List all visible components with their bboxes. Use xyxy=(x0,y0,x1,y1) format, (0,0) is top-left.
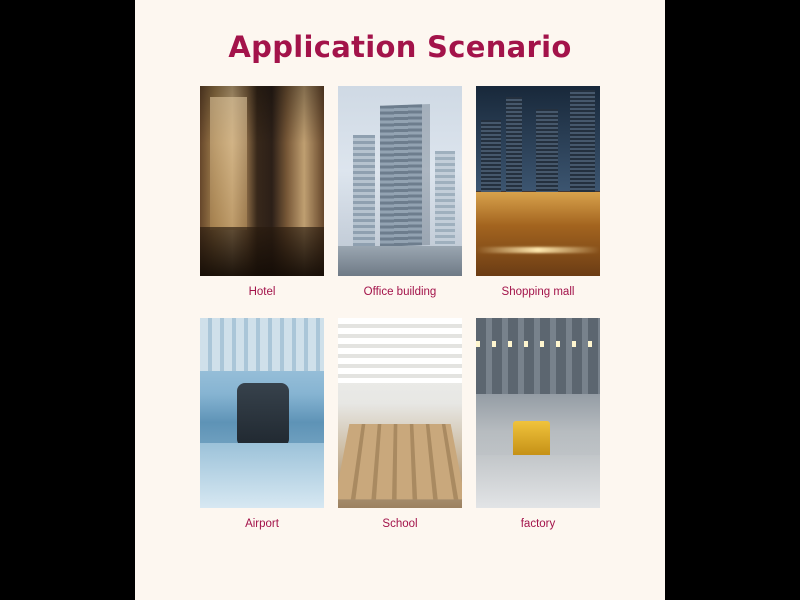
presentation-slide xyxy=(135,0,665,600)
factory-caption: factory xyxy=(520,518,556,530)
factory-image xyxy=(476,318,600,508)
page-title: Application Scenario xyxy=(228,30,572,64)
scenario-card-hotel[interactable] xyxy=(200,86,324,298)
office-building-image xyxy=(338,86,462,276)
hotel-image xyxy=(200,86,324,276)
scenario-card-shopping-mall[interactable] xyxy=(476,86,600,298)
school-image xyxy=(338,318,462,508)
shopping-mall-caption: Shopping mall xyxy=(501,286,575,298)
scenario-card-factory[interactable] xyxy=(476,300,600,530)
scenario-card-office-building[interactable] xyxy=(338,86,462,298)
scenario-grid xyxy=(200,64,600,530)
office-building-caption: Office building xyxy=(363,286,437,298)
airport-image xyxy=(200,318,324,508)
scenario-card-airport[interactable] xyxy=(200,300,324,530)
airport-caption: Airport xyxy=(245,518,279,530)
hotel-caption: Hotel xyxy=(248,286,276,298)
school-caption: School xyxy=(382,518,418,530)
scenario-card-school[interactable] xyxy=(338,300,462,530)
shopping-mall-image xyxy=(476,86,600,276)
